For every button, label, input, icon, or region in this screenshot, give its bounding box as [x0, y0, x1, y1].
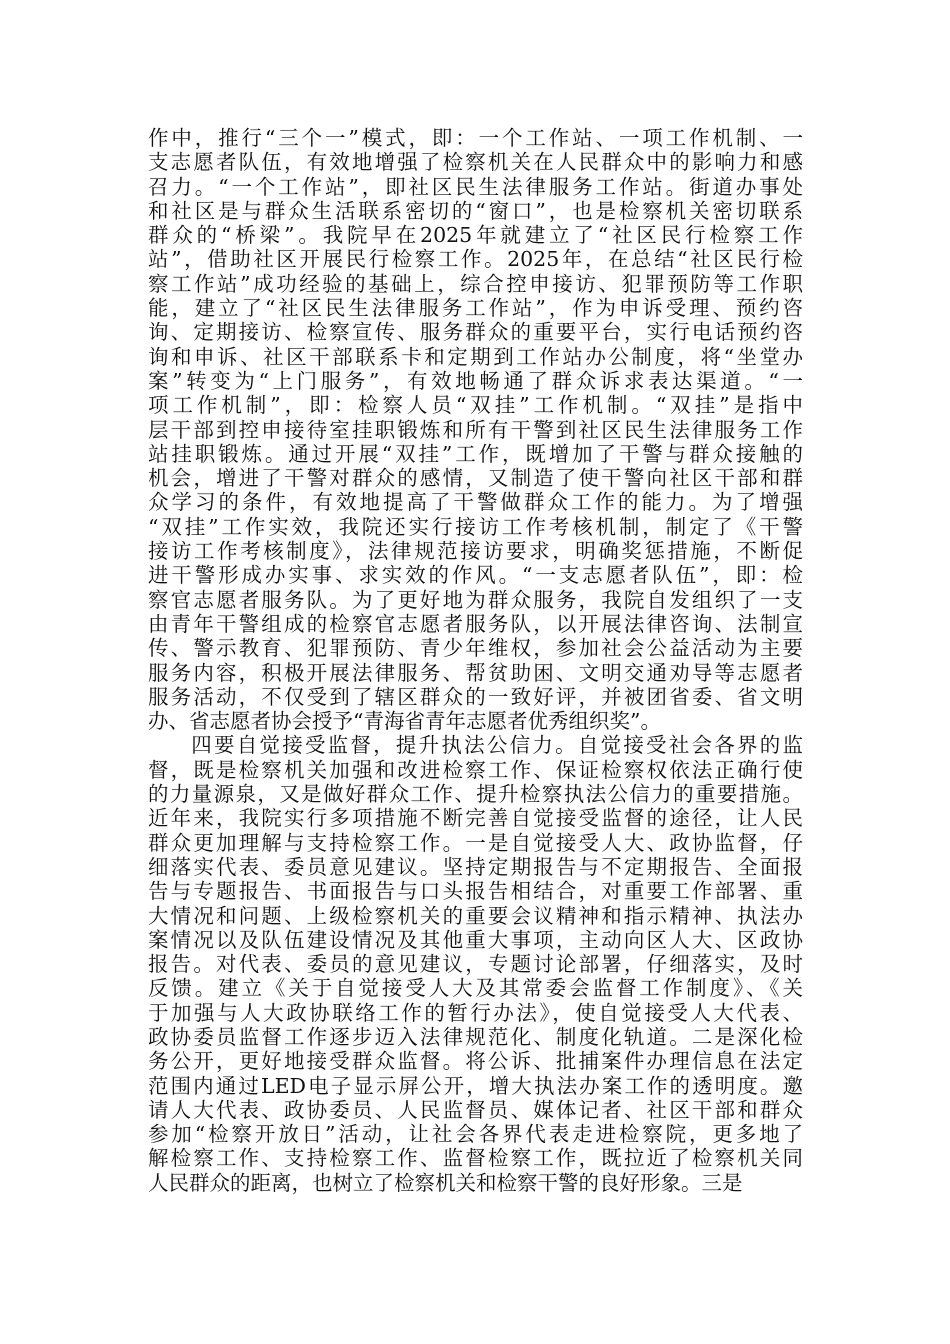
text-line: 案”转变为“上门服务”，有效地畅通了群众诉求表达渠道。“一: [148, 368, 803, 393]
text-line: 群众更加理解与支持检察工作。一是自觉接受人大、政协监督，仔: [148, 830, 803, 855]
text-line: 召力。“一个工作站”，即社区民生法律服务工作站。街道办事处: [148, 174, 803, 199]
text-line: 传、警示教育、犯罪预防、青少年维权，参加社会公益活动为主要: [148, 636, 803, 661]
document-body: [148, 126, 803, 1195]
text-line-content: 四要自觉接受监督，提升执法公信力。自觉接受社会各界的监: [189, 733, 803, 758]
text-line: 机会，增进了干警对群众的感情，又制造了使干警向社区干部和群: [148, 466, 803, 491]
text-line: 细落实代表、委员意见建议。坚持定期报告与不定期报告、全面报: [148, 854, 803, 879]
text-line: 由青年干警组成的检察官志愿者服务队，以开展法律咨询、法制宣: [148, 611, 803, 636]
text-line: 支志愿者队伍，有效地增强了检察机关在人民群众中的影响力和感: [148, 150, 803, 175]
text-line: 参加“检察开放日”活动，让社会各界代表走进检察院，更多地了: [148, 1122, 803, 1147]
text-line: 政协委员监督工作逐步迈入法律规范化、制度化轨道。二是深化检: [148, 1024, 803, 1049]
text-line: 站挂职锻炼。通过开展“双挂”工作，既增加了干警与群众接触的: [148, 441, 803, 466]
text-line: 反馈。建立《关于自觉接受人大及其常委会监督工作制度》、《关: [148, 976, 803, 1001]
text-line: 近年来，我院实行多项措施不断完善自觉接受监督的途径，让人民: [148, 806, 803, 831]
text-line: 服务活动，不仅受到了辖区群众的一致好评，并被团省委、省文明: [148, 684, 803, 709]
text-line: 于加强与人大政协联络工作的暂行办法》，使自觉接受人大代表、: [148, 1000, 803, 1025]
text-line: 务公开，更好地接受群众监督。将公诉、批捕案件办理信息在法定: [148, 1049, 803, 1074]
text-line: 解检察工作、支持检察工作、监督检察工作，既拉近了检察机关同: [148, 1146, 803, 1171]
text-line: 大情况和问题、上级检察机关的重要会议精神和指示精神、执法办: [148, 903, 803, 928]
text-line: 案情况以及队伍建设情况及其他重大事项，主动向区人大、区政协: [148, 927, 803, 952]
text-line: 群众的“桥梁”。我院早在2025年就建立了“社区民行检察工作: [148, 223, 803, 248]
text-line: [148, 733, 803, 757]
text-line: 进干警形成办实事、求实效的作风。“一支志愿者队伍”，即：检: [148, 563, 803, 588]
text-line: 督，既是检察机关加强和改进检察工作、保证检察权依法正确行使: [148, 757, 803, 782]
text-line: 报告。对代表、委员的意见建议，专题讨论部署，仔细落实，及时: [148, 952, 803, 977]
text-line: 察官志愿者服务队。为了更好地为群众服务，我院自发组织了一支: [148, 587, 803, 612]
text-line: 人民群众的距离，也树立了检察机关和检察干警的良好形象。三是: [148, 1170, 743, 1195]
text-line: 接访工作考核制度》，法律规范接访要求，明确奖惩措施，不断促: [148, 539, 803, 564]
text-line: 项工作机制”，即：检察人员“双挂”工作机制。“双挂”是指中: [148, 393, 803, 418]
text-line: 能，建立了“社区民生法律服务工作站”，作为申诉受理、预约咨: [148, 296, 803, 321]
text-line: 众学习的条件，有效地提高了干警做群众工作的能力。为了增强: [148, 490, 803, 515]
text-line: 作中，推行“三个一”模式，即：一个工作站、一项工作机制、一: [148, 126, 803, 150]
text-line: 的力量源泉，又是做好群众工作、提升检察执法公信力的重要措施。: [148, 782, 803, 807]
text-line: 办、省志愿者协会授予“青海省青年志愿者优秀组织奖”。: [148, 709, 661, 734]
text-line: 站”，借助社区开展民行检察工作。2025年，在总结“社区民行检: [148, 247, 803, 272]
text-line: 察工作站”成功经验的基础上，综合控申接访、犯罪预防等工作职: [148, 271, 803, 296]
text-line: 层干部到控申接待室挂职锻炼和所有干警到社区民生法律服务工作: [148, 417, 803, 442]
text-line: 范围内通过LED电子显示屏公开，增大执法办案工作的透明度。邀: [148, 1073, 803, 1098]
text-line: 询、定期接访、检察宣传、服务群众的重要平台，实行电话预约咨: [148, 320, 803, 345]
text-line: 和社区是与群众生活联系密切的“窗口”，也是检察机关密切联系: [148, 198, 803, 223]
text-line: 询和申诉、社区干部联系卡和定期到工作站办公制度，将“坐堂办: [148, 344, 803, 369]
paragraph: [148, 733, 803, 1195]
text-line: 请人大代表、政协委员、人民监督员、媒体记者、社区干部和群众: [148, 1097, 803, 1122]
text-line: “双挂”工作实效，我院还实行接访工作考核机制，制定了《干警: [148, 514, 803, 539]
text-line: 服务内容，积极开展法律服务、帮贫助困、文明交通劝导等志愿者: [148, 660, 803, 685]
text-line: 告与专题报告、书面报告与口头报告相结合，对重要工作部署、重: [148, 879, 803, 904]
paragraph: [148, 126, 803, 733]
